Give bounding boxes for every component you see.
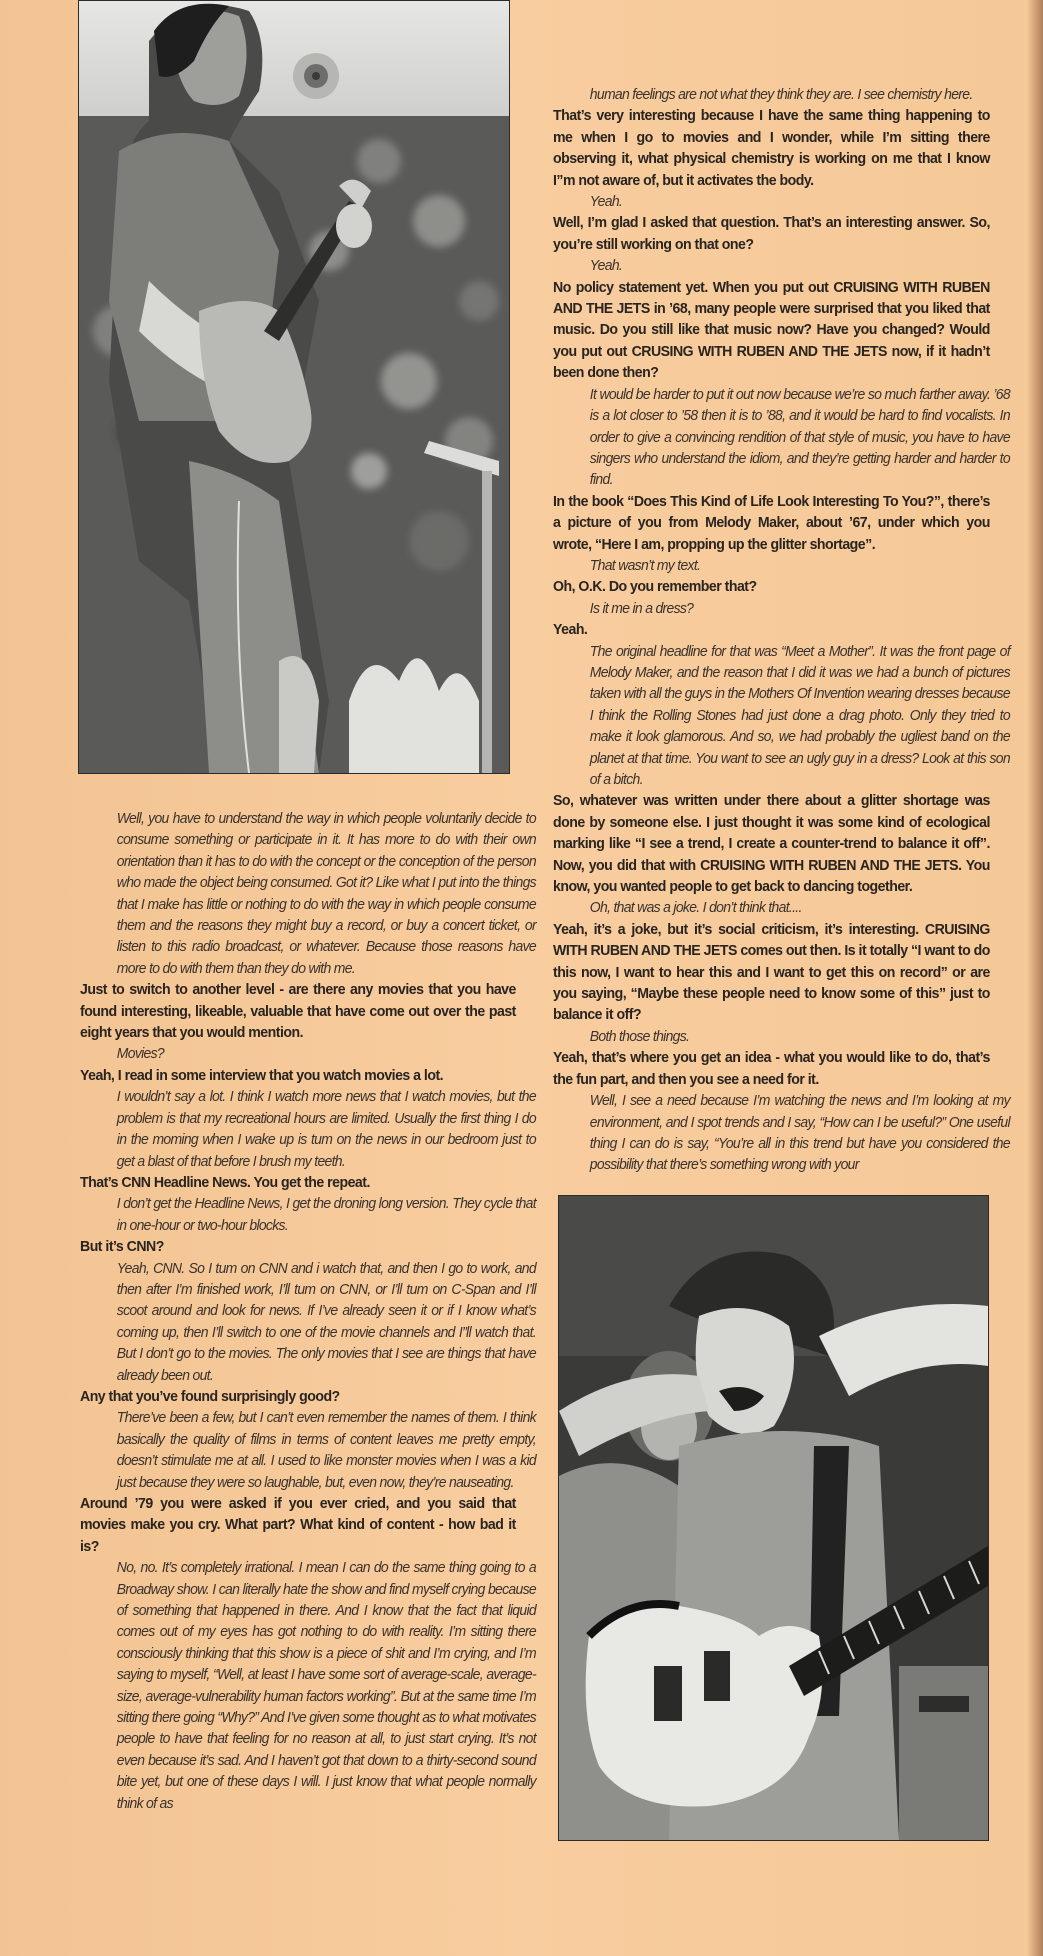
answer-paragraph: Well, you have to understand the way in which people voluntarily decide to consume something or participate in it. It has more to do with their own orientation than it has to do with the concept or the conception of the person who made the object being consumed. Got it? Like what I put into the things that I make has little or nothing to do with the way in which people consume them and the reasons they might buy a record, or buy a concert ticket, or listen to this radio broadcast, or whatever. Because those reasons have more to do with them than they do with me. (116, 810, 536, 977)
photo-guitarist-onstage-graphic (79, 1, 509, 773)
photo-guitarist-onstage-left (78, 0, 510, 774)
answer-paragraph: Yeah. (589, 193, 623, 211)
answer-paragraph: It would be harder to put it out now because we’re so much farther away. ’68 is a lot closer to ’58 then it is to ’88, and it would be hard to find vocalists. In order to give a convincing rendition of that style of music, you have to have singers who understand the idiom, and they’re getting harder and harder to find. (589, 385, 1010, 489)
answer-paragraph: I wouldn’t say a lot. I think I watch more news that I watch movies, but the problem is that my recreational hours are limited. Usually the first thing I do in the moming when I wake up is tum on the news in our bedroom just to get a blast of that before I brush my teeth. (116, 1088, 536, 1170)
answer-paragraph: Yeah. (589, 257, 623, 275)
question-paragraph: So, whatever was written under there about a glitter shortage was done by someone else. I just thought it was some kind of ecological marking like “I see a trend, I create a counter-trend to balance it off”. Now, you did that with CRUISING WITH RUBEN AND THE JETS. You know, you wanted people to get back to dancing together. (553, 792, 990, 896)
question-paragraph: Yeah, I read in some interview that you watch movies a lot. (80, 1066, 444, 1084)
answer-paragraph: Is it me in a dress? (589, 599, 694, 617)
question-paragraph: That’s very interesting because I have the same thing happening to me when I go to movies and I wonder, while I’m sitting there observing it, what physical chemistry is working on me that I know I”m not aware of, but it activates the body. (553, 107, 990, 189)
answer-paragraph: Yeah, CNN. So I tum on CNN and i watch that, and then I go to work, and then after I’m finished work, I’ll tum on CNN, or I’ll tum on C-Span and I’ll scoot around and look for news. If I’ve already seen it or if I know what’s coming up, then I’ll switch to one of the movie channels and I”ll watch that. But I don’t go to the movies. The only movies that I see are things that have already been out. (116, 1259, 536, 1384)
question-paragraph: But it’s CNN? (80, 1238, 164, 1256)
answer-paragraph: Well, I see a need because I’m watching the news and I’m looking at my environment, and I spot trends and I say, “How can I be useful?” One useful thing I can do is say, “You’re all in this trend but have you considered the possibility that there’s something wrong with your (589, 1092, 1010, 1174)
photo-guitarist-arms-raised (558, 1195, 989, 1841)
answer-paragraph: Movies? (116, 1045, 165, 1063)
question-paragraph: Oh, O.K. Do you remember that? (553, 578, 757, 596)
question-paragraph: That’s CNN Headline News. You get the repeat. (80, 1173, 370, 1191)
answer-paragraph: Oh, that was a joke. I don’t think that.... (589, 899, 802, 917)
question-paragraph: Around ’79 you were asked if you ever cried, and you said that movies make you cry. What part? What kind of content - how bad it is? (80, 1495, 516, 1555)
question-paragraph: Yeah, it’s a joke, but it’s social criticism, it’s interesting. CRUISING WITH RUBEN AND THE JETS comes out then. Is it totally “I want to do this now, I want to hear this and I want to get this on record” or are you saying, “Maybe these people need to know some of this” just to balance it off? (553, 920, 990, 1024)
answer-paragraph: human feelings are not what they think they are. I see chemistry here. (589, 86, 973, 103)
answer-paragraph: That wasn’t my text. (589, 556, 701, 574)
photo-guitarist-arms-raised-graphic (559, 1196, 988, 1840)
question-paragraph: Yeah. (553, 621, 588, 639)
answer-paragraph: Both those things. (589, 1027, 690, 1045)
answer-paragraph: No, no. It’s completely irrational. I mean I can do the same thing going to a Broadway show. I can literally hate the show and find myself crying because of something that happened in there. And I know that the fact that liquid comes out of my eyes has got nothing to do with reality. I’m sitting there consciously thinking that this show is a piece of shit and I’m crying, and I’m saying to myself, “Well, at least I have some sort of average-scale, average-size, average-vulnerability human factors working”. But at the same time I’m sitting there going “Why?” And I’ve given some thought as to what motivates people to have that feeling for no reason at all, to just start crying. It’s not even because it’s sad. And I haven’t got that down to a thirty-second sound bite yet, but one of these days I will. I just know that what people normally think of as (116, 1559, 536, 1812)
answer-paragraph: The original headline for that was “Meet a Mother”. It was the front page of Melody Maker, and the reason that I did it was we had a bunch of pictures taken with all the guys in the Mothers Of Invention wearing dresses because I think the Rolling Stones had just done a drag photo. Only they tried to make it look glamorous. And so, we had probably the ugliest band on the planet at that time. You want to see an ugly guy in a dress? Look at this son of a bitch. (589, 642, 1010, 788)
answer-paragraph: I don’t get the Headline News, I get the droning long version. They cycle that in one-hour or two-hour blocks. (116, 1195, 536, 1234)
question-paragraph: Well, I’m glad I asked that question. That’s an interesting answer. So, you’re still working on that one? (553, 214, 990, 253)
question-paragraph: No policy statement yet. When you put out CRUISING WITH RUBEN AND THE JETS in ’68, many people were surprised that you liked that music. Do you still like that music now? Have you changed? Would you put out CRUSING WITH RUBEN AND THE JETS now, if it hadn’t been done then? (553, 278, 990, 382)
question-paragraph: In the book “Does This Kind of Life Look Interesting To You?”, there’s a picture of you from Melody Maker, about ’67, under which you wrote, “Here I am, propping up the glitter shortage”. (553, 492, 990, 553)
page-edge-shadow (1027, 0, 1043, 1956)
question-paragraph: Just to switch to another level - are there any movies that you have found interesting, likeable, valuable that have come out over the past eight years that you would mention. (80, 981, 516, 1042)
question-paragraph: Any that you’ve found surprisingly good? (80, 1387, 340, 1405)
right-text-column (553, 84, 1010, 1176)
left-text-column (80, 808, 536, 1814)
question-paragraph: Yeah, that’s where you get an idea - what you would like to do, that’s the fun part, and then you see a need for it. (553, 1049, 990, 1088)
answer-paragraph: There’ve been a few, but I can’t even remember the names of them. I think basically the quality of films in terms of content leaves me pretty empty, doesn’t stimulate me at all. I used to like monster movies when I was a kid just because they were so laughable, but, even now, they’re nauseating. (116, 1409, 536, 1491)
